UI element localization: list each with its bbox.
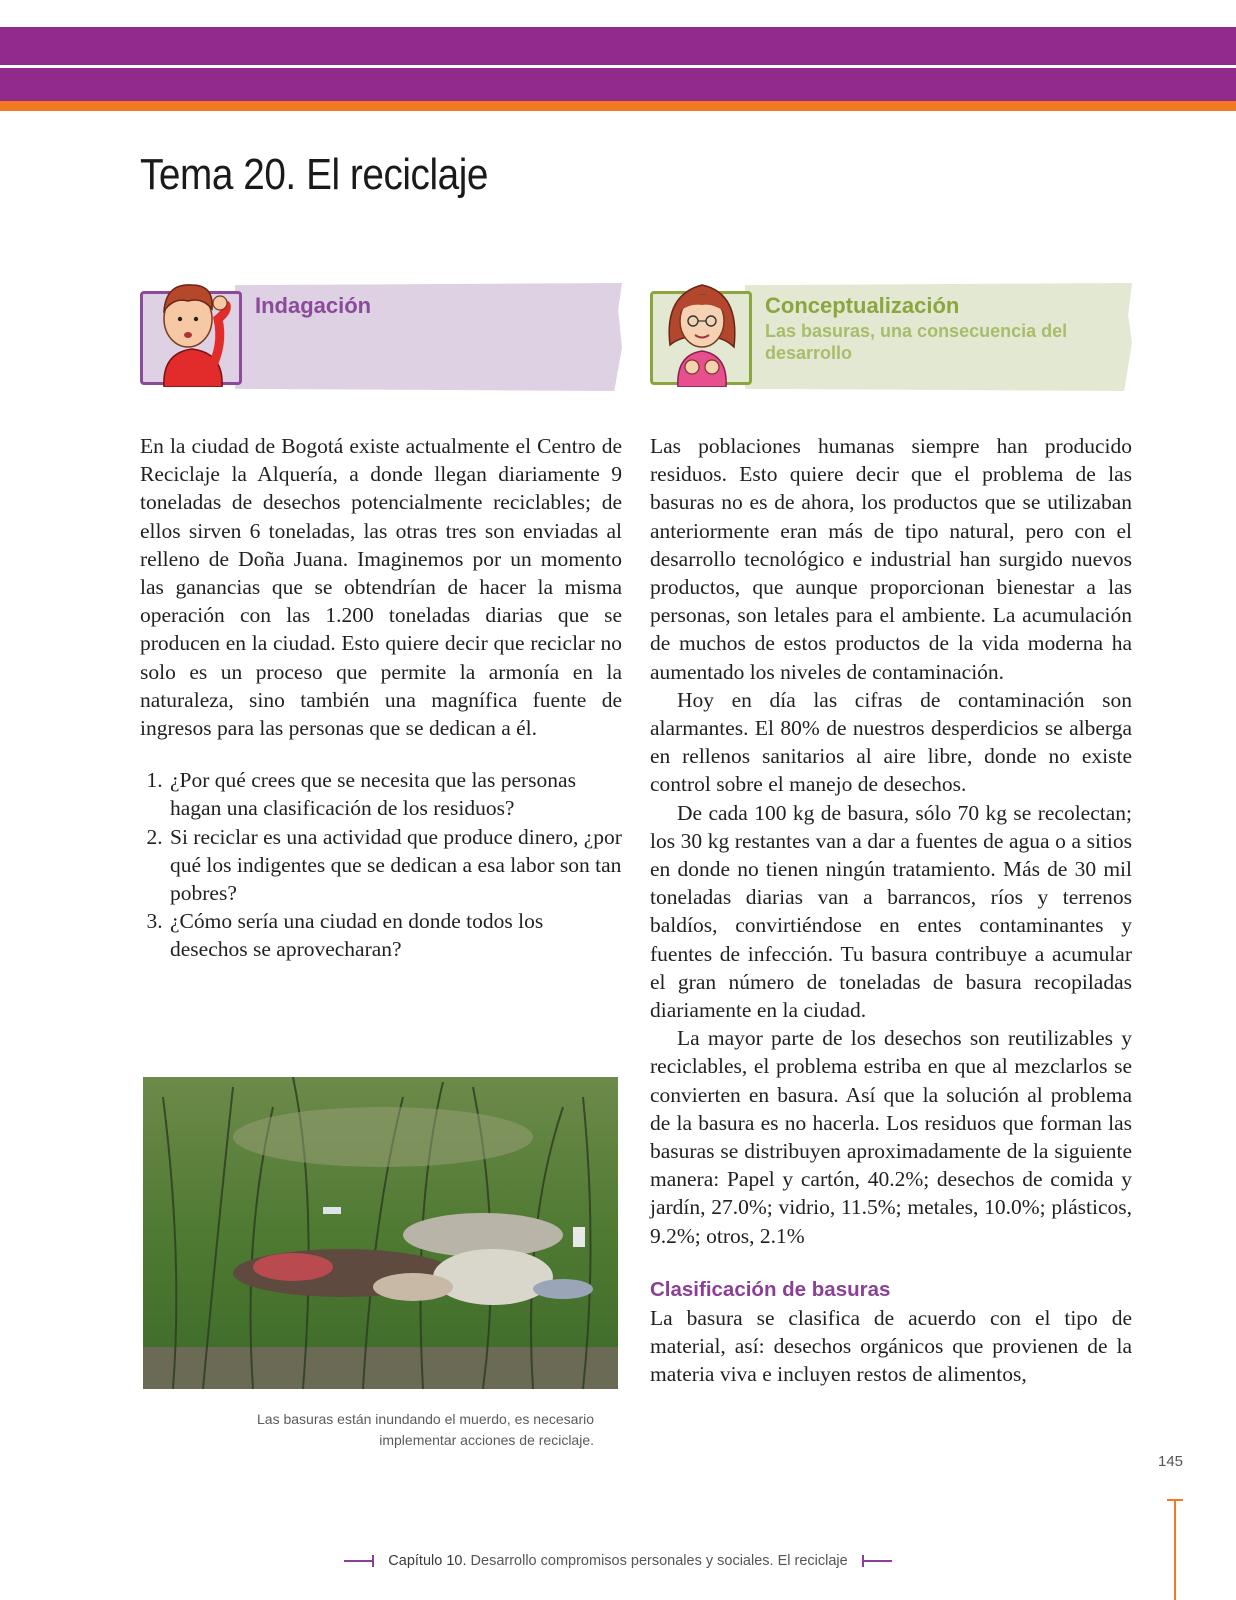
page-title: Tema 20. El reciclaje xyxy=(140,150,488,199)
body-paragraph: Las poblaciones humanas siempre han producido residuos. Esto quiere decir que el problema de las basuras no es de ahora, los productos que se utilizaban anteriormente eran más de tipo natural, pero con el desarrollo tecnológico e industrial han surgido nuevos productos, que aunque proporcionan bienestar a las personas, son letales para el ambiente. La acumulación de muchos de estos productos de la vida moderna ha aumentado los niveles de contaminación. xyxy=(650,434,1132,684)
indagacion-header xyxy=(140,283,622,391)
questions-list xyxy=(140,766,622,963)
conceptualizacion-header xyxy=(650,283,1132,391)
question-item: 2. Si reciclar es una actividad que produce dinero, ¿por qué los indigentes que se dedican a esa labor son tan pobres? xyxy=(168,823,622,908)
margin-rule xyxy=(1174,1500,1176,1600)
footer-text: Desarrollo compromisos personales y sociales. El reciclaje xyxy=(470,1553,848,1569)
body-paragraph: La basura se clasifica de acuerdo con el tipo de material, así: desechos orgánicos que provienen de la materia viva e incluyen restos de alimentos, xyxy=(650,1305,1132,1387)
right-column xyxy=(650,432,1132,1389)
body-paragraph: La mayor parte de los desechos son reutilizables y reciclables, el problema estriba en que al mezclarlos se convierten en basura. Así que la solución al problema de la basura es no hacerla. Los residuos que forman las basuras se distribuyen aproximadamente de la siguiente manera: Papel y cartón, 40.2%; desechos de comida y jardín, 27.0%; vidrio, 11.5%; metales, 10.0%; plásticos, 9.2%; otros, 2.1% xyxy=(650,1026,1132,1248)
indagacion-paragraph: En la ciudad de Bogotá existe actualmente el Centro de Reciclaje la Alquería, a donde llegan diariamente 9 toneladas de desechos potencialmente reciclables; de ellos sirven 6 toneladas, las otras tres son enviadas al relleno de Doña Juana. Imaginemos por un momento las ganancias que se obtendrían de hacer la misma operación con las 1.200 toneladas diarias que se producen en la ciudad. Esto quiere decir que reciclar no solo es un proceso que permite la armonía en la naturaleza, sino también una magnífica fuente de ingresos para las personas que se dedican a él. xyxy=(140,434,622,741)
page-number: 145 xyxy=(1158,1453,1184,1470)
garbage-field-photo xyxy=(143,1077,618,1389)
body-paragraph: Hoy en día las cifras de contaminación son alarmantes. El 80% de nuestros desperdicios se alberga en rellenos sanitarios al aire libre, donde no existe control sobre el manejo de desechos. xyxy=(650,687,1132,797)
indagacion-title: Indagación xyxy=(255,293,372,318)
conceptualizacion-subtitle: Las basuras, una consecuencia del desarrollo xyxy=(765,321,1068,363)
footer-chapter: Capítulo 10. xyxy=(388,1553,467,1569)
boy-thinking-icon xyxy=(144,275,240,387)
conceptualizacion-title: Conceptualización xyxy=(765,293,960,318)
left-column xyxy=(140,432,622,964)
photo-caption: Las basuras están inundando el muerdo, es necesario implementar acciones de reciclaje. xyxy=(257,1411,594,1448)
footer-right-ornament xyxy=(862,1560,892,1562)
girl-teacher-icon xyxy=(656,275,748,387)
footer-left-ornament xyxy=(344,1560,374,1562)
header-band xyxy=(0,27,1236,65)
page-footer xyxy=(0,1553,1236,1569)
question-item: 1. ¿Por qué crees que se necesita que las personas hagan una clasificación de los residuos? xyxy=(168,766,622,822)
header-band-lower xyxy=(0,68,1236,101)
header-orange-stripe xyxy=(0,101,1236,111)
body-paragraph: De cada 100 kg de basura, sólo 70 kg se recolectan; los 30 kg restantes van a dar a fuentes de agua o a sitios en donde no tienen ningún tratamiento. Más de 30 mil toneladas diarias van a barrancos, ríos y terrenos baldíos, convirtiéndose en entes contaminantes y fuentes de infección. Tu basura contribuye a acumular el gran número de toneladas de basura recopiladas diariamente en la ciudad. xyxy=(650,800,1132,1023)
section-heading: Clasificación de basuras xyxy=(650,1277,891,1301)
question-item: 3. ¿Cómo sería una ciudad en donde todos los desechos se aprovecharan? xyxy=(168,907,622,963)
